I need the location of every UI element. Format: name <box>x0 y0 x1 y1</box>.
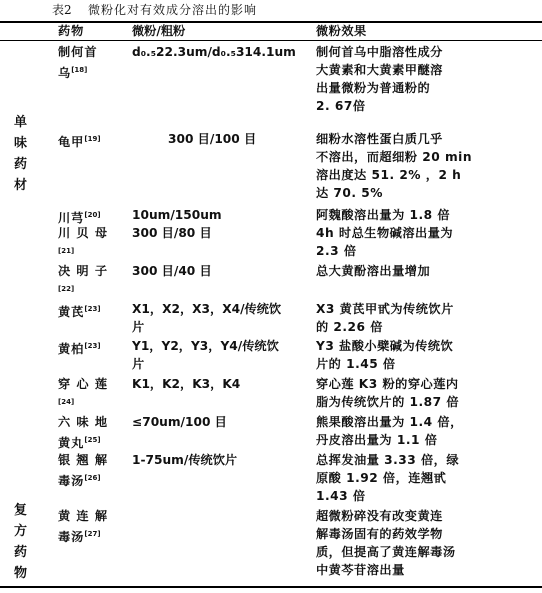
table-row-effect: 总大黄酚溶出量增加 <box>316 264 431 278</box>
table-title: 微粉化对有效成分溶出的影响 <box>88 3 258 17</box>
table-row-drug: 川芎[20] <box>58 211 101 226</box>
header-size: 微粉/粗粉 <box>132 24 186 38</box>
table-row-effect: 4h 时总生物碱溶出量为 2.3 倍 <box>316 226 454 258</box>
table-row-drug: 决 明 子 [22] <box>58 264 109 293</box>
table-row-effect: 超微粉碎没有改变黄连 解毒汤固有的药效学物 质，但提高了黄连解毒汤 中黄芩苷溶出量 <box>316 509 456 577</box>
table-row-effect: 阿魏酸溶出量为 1.8 倍 <box>316 208 451 222</box>
table-row-size: X1，X2，X3，X4/传统饮 片 <box>132 302 282 334</box>
table-row-size: 300 目/80 目 <box>132 226 212 240</box>
table-number: 表2 <box>52 3 72 17</box>
table-row-drug: 川 贝 母 [21] <box>58 226 109 255</box>
header-effect: 微粉效果 <box>316 24 367 38</box>
bottom-rule <box>0 586 542 588</box>
table-row-size: 300 目/100 目 <box>168 132 257 146</box>
table-row-size: K1，K2，K3，K4 <box>132 377 241 391</box>
table-row-drug: 黄柏[23] <box>58 342 101 357</box>
table-row-effect: 熊果酸溶出量为 1.4 倍， 丹皮溶出量为 1.1 倍 <box>316 415 463 447</box>
table-row-drug: 黄 连 解 毒汤[27] <box>58 509 109 545</box>
table-row-effect: 细粉水溶性蛋白质几乎 不溶出，而超细粉 20 min 溶出度达 51. 2% ，2 h 达 70. 5% <box>316 132 472 200</box>
category-compound: 复 方 药 物 <box>14 503 28 581</box>
table-caption <box>0 0 542 20</box>
table-row-effect: 穿心莲 K3 粉的穿心莲内 脂为传统饮片的 1.87 倍 <box>316 377 460 409</box>
header-rule <box>0 40 542 41</box>
table-row-effect: 总挥发油量 3.33 倍，绿 原酸 1.92 倍，连翘甙 1.43 倍 <box>316 453 460 503</box>
table-row-effect: 制何首乌中脂溶性成分 大黄素和大黄素甲醚溶 出量微粉为普通粉的 2. 67倍 <box>316 45 443 113</box>
table-row-drug: 黄芪[23] <box>58 305 101 320</box>
table-row-drug: 六 味 地 黄丸[25] <box>58 415 109 451</box>
table-row-size: ≤70um/100 目 <box>132 415 227 429</box>
table-row-effect: X3 黄芪甲甙为传统饮片 的 2.26 倍 <box>316 302 454 334</box>
table-row-size: Y1，Y2，Y3，Y4/传统饮 片 <box>132 339 279 371</box>
header-drug: 药物 <box>58 24 85 38</box>
table-row-size: 1-75um/传统饮片 <box>132 453 238 467</box>
table-row-size: d₀.₅22.3um/d₀.₅314.1um <box>132 45 296 59</box>
table-row-drug: 银 翘 解 毒汤[26] <box>58 453 109 489</box>
table-row-effect: Y3 盐酸小檗碱为传统饮 片的 1.45 倍 <box>316 339 454 371</box>
table-row-drug: 龟甲[19] <box>58 135 101 150</box>
table-row-size: 300 目/40 目 <box>132 264 212 278</box>
table-row-drug: 穿 心 莲 [24] <box>58 377 109 406</box>
table-row-size: 10um/150um <box>132 208 222 222</box>
table-row-drug: 制何首 乌[18] <box>58 45 98 81</box>
category-single: 单 味 药 材 <box>14 115 28 193</box>
